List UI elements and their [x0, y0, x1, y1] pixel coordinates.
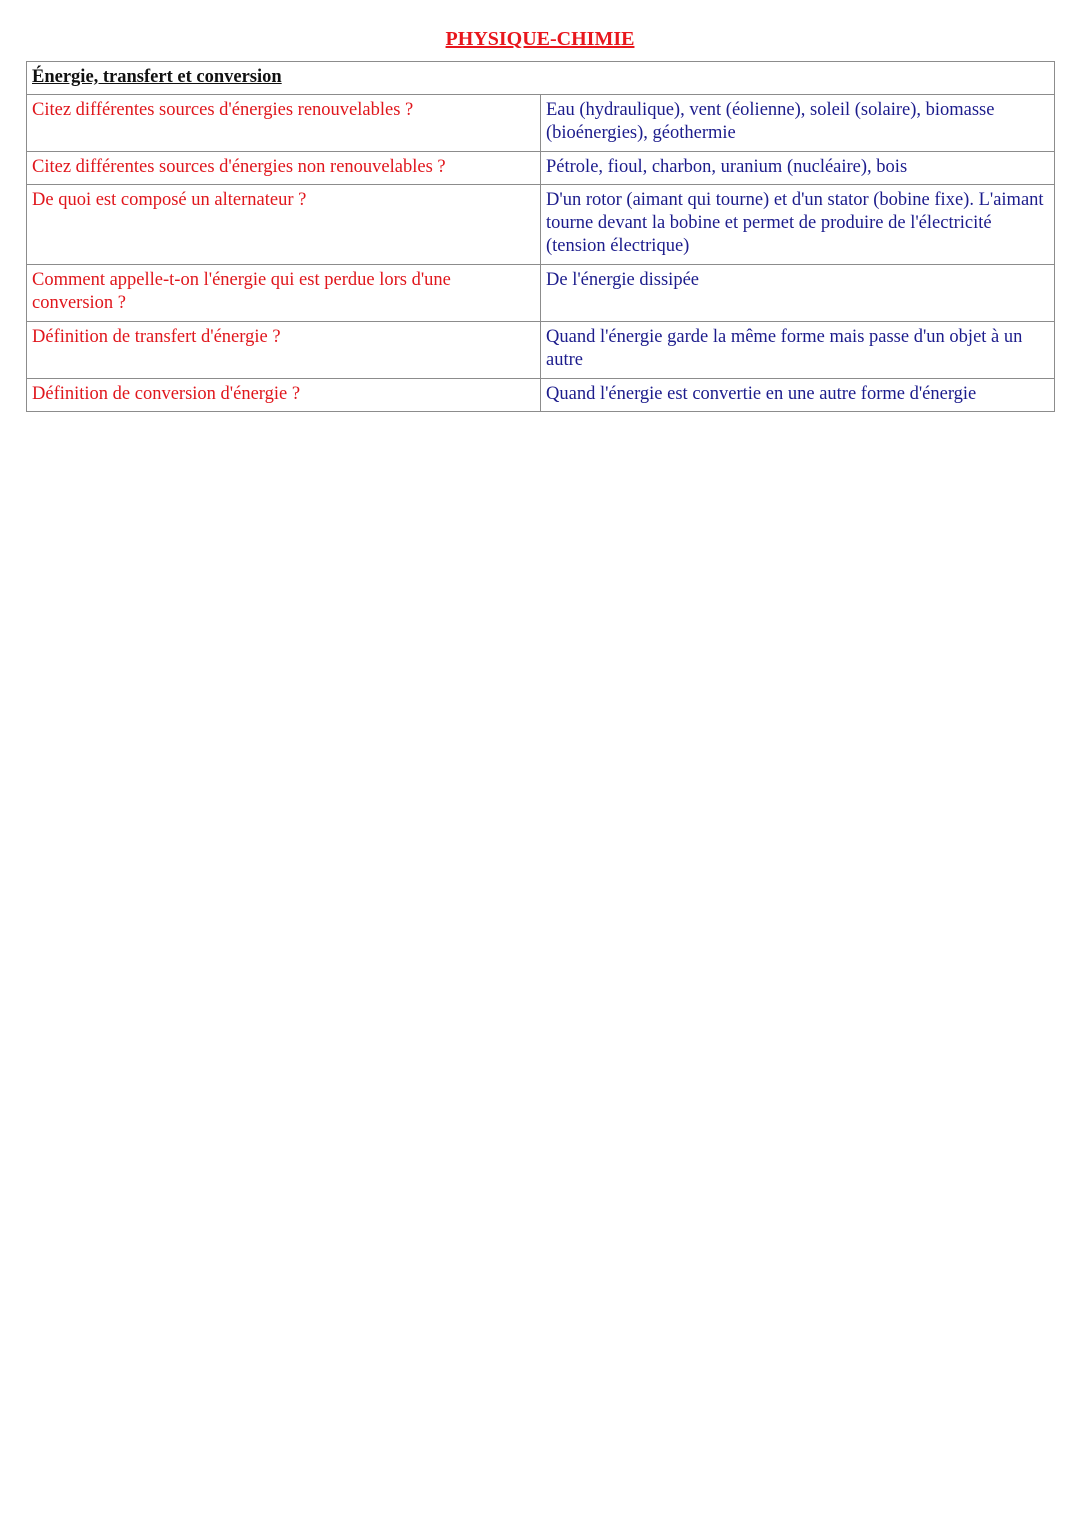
- page-title: PHYSIQUE-CHIMIE: [445, 28, 635, 50]
- table-row: [27, 265, 1055, 322]
- answer-cell: Quand l'énergie garde la même forme mais passe d'un objet à un autre: [541, 322, 1055, 379]
- answer-cell: Eau (hydraulique), vent (éolienne), soleil (solaire), biomasse (bioénergies), géothermie: [541, 95, 1055, 152]
- answer-cell: De l'énergie dissipée: [541, 265, 1055, 322]
- question-cell: Définition de conversion d'énergie ?: [27, 379, 541, 412]
- table-row: [27, 95, 1055, 152]
- table-row: [27, 379, 1055, 412]
- question-cell: Comment appelle-t-on l'énergie qui est perdue lors d'une conversion ?: [27, 265, 541, 322]
- question-cell: Définition de transfert d'énergie ?: [27, 322, 541, 379]
- question-cell: De quoi est composé un alternateur ?: [27, 185, 541, 265]
- question-cell: Citez différentes sources d'énergies renouvelables ?: [27, 95, 541, 152]
- table-row: [27, 152, 1055, 185]
- answer-cell: Quand l'énergie est convertie en une autre forme d'énergie: [541, 379, 1055, 412]
- qa-table: [26, 61, 1055, 412]
- table-row: [27, 185, 1055, 265]
- answer-cell: D'un rotor (aimant qui tourne) et d'un stator (bobine fixe). L'aimant tourne devant la bobine et permet de produire de l'électricité (tension électrique): [541, 185, 1055, 265]
- section-title: Énergie, transfert et conversion: [27, 62, 1055, 95]
- question-cell: Citez différentes sources d'énergies non renouvelables ?: [27, 152, 541, 185]
- answer-cell: Pétrole, fioul, charbon, uranium (nucléaire), bois: [541, 152, 1055, 185]
- section-header-row: [27, 62, 1055, 95]
- table-row: [27, 322, 1055, 379]
